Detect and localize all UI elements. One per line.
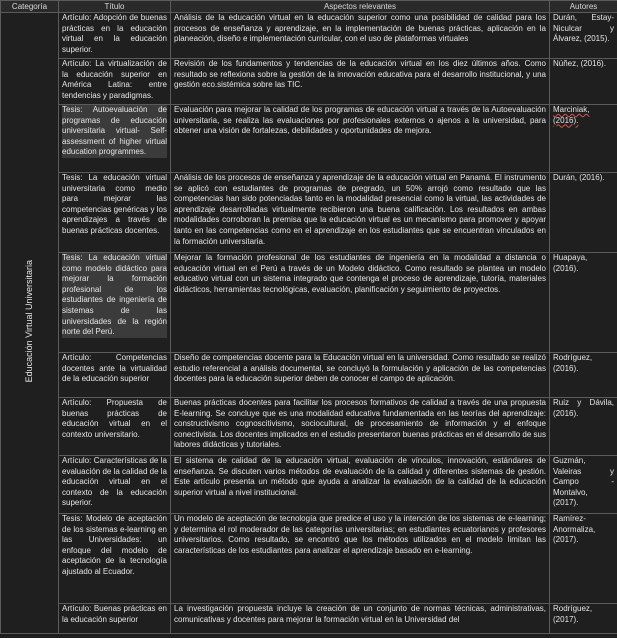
titulo-cell: Tesis: La educación virtual universitaria como medio para mejorar las competencias genéricas y los aprendizajes a través de buenas prácticas docentes. [59,173,171,253]
autores-cell: Durán, Estay-Niculcar y Álvarez, (2015). [550,13,617,59]
titulo-highlight: Tesis: Autoevaluación de programas de educación universitaria virtual- Self-assessment of higher virtual education programmes. [62,105,167,157]
autores-cell: Núñez, (2016). [550,59,617,105]
aspectos-cell: Análisis de la educación virtual en la educación superior como una posibilidad de calidad para los procesos de enseñanza y aprendizaje, en la implementación de buenas prácticas, aplicación en la planeación, diseño e implementación curricular, con el uso de plataformas virtuales [171,13,550,59]
titulo-cell: Artículo: La virtualización de la educación superior en América Latina: entre tendencias y paradigmas. [59,59,171,105]
titulo-cell: Artículo: Propuesta de buenas prácticas de educación virtual en el contexto universitario. [59,398,171,456]
aspectos-cell: Buenas prácticas docentes para facilitar los procesos formativos de calidad a través de una propuesta E-learning. Se concluye que es una modalidad educativa fundamentada en las teorías del aprendizaje: constructivismo cognoscitivismo, sociocultural, de procesamiento de información y el enfoque conectivista. Los docentes implicados en el estudio presentaron buenas prácticas en el desarrollo de sus labores didácticas y tutoriales. [171,398,550,456]
header-titulo: Título [59,1,171,13]
aspectos-cell: El sistema de calidad de la educación virtual, evaluación de vínculos, innovación, estándares de enseñanza. Se discuten varios métodos de evaluación de la calidad y diferentes sistemas de gestión. Este artículo presenta un método que ayuda a analizar la evaluación de la calidad de la educación superior virtual a nivel institucional. [171,456,550,514]
aspectos-cell: Análisis de los procesos de enseñanza y aprendizaje de la educación virtual en Panamá. El instrumento se aplicó con estudiantes de programas de pregrado, un 50% arrojó como resultado que las competencias han sido potenciadas tanto en la modalidad presencial como la virtual, las actividades de aprendizaje desarrolladas virtualmente recibieron una buena calificación. Los resultados en ambas modalidades corroboran la premisa que la educación virtual es un mecanismo para promover y apoyar tanto en las competencias como en el aprendizaje en los estudiantes que se encuentran vinculados en la formación universitaria. [171,173,550,253]
titulo-cell: Artículo: Adopción de buenas prácticas en la educación virtual en la educación superior. [59,13,171,59]
category-cell [1,13,59,634]
titulo-cell: Artículo: Características de la evaluación de la calidad de la educación virtual en el contexto de la educación superior. [59,456,171,514]
aspectos-cell: Un modelo de aceptación de tecnología que predice el uso y la intención de los sistemas de e-learning; y determina el rol moderador de las categorías universitarias; en estudiantes ecuatorianos y profesores universitarios. Como resultado, se encontró que los métodos utilizados en el modelo limitan las características de los estudiantes para analizar el aprendizaje basado en e-learning. [171,514,550,604]
header-categoria: Categoría [1,1,59,13]
titulo-cell: Artículo: Buenas prácticas en la educación superior [59,604,171,634]
autores-text: Ramírez-Anormaliza, (2017). [553,514,596,545]
table-row [1,13,617,59]
autores-text: Marciniak, (2016). [553,105,590,125]
table-row [1,514,617,604]
titulo-cell: Artículo: Competencias docentes ante la virtualidad de la educación superior [59,353,171,398]
table-row [1,398,617,456]
aspectos-cell: Evaluación para mejorar la calidad de los programas de educación virtual a través de la Autoevaluación universitaria, se realiza las evaluaciones por profesionales externos o ajenos a la universidad, para obtener una visión de fortalezas, debilidades y oportunidades de mejora. [171,105,550,173]
titulo-highlight: Tesis: La educación virtual como modelo didáctico para mejorar la formación profesional de los estudiantes de ingeniería de sistemas de las universidades de la región norte del Perú. [62,253,167,337]
aspectos-cell: Mejorar la formación profesional de los estudiantes de ingeniería en la modalidad a distancia o educación virtual en el Perú a través de un Modelo didáctico. Como resultado se plantea un modelo educativo virtual con un sistema integrado que contenga el proceso de aprendizaje, tutoría, materiales didácticos, herramientas tecnológicas, evaluación, planificación y seguimiento de proyectos. [171,253,550,353]
aspectos-cell: La investigación propuesta incluye la creación de un conjunto de normas técnicas, administrativas, comunicativas y docentes para mejorar la formación virtual en la Universidad del [171,604,550,634]
autores-cell [550,105,617,173]
autores-cell: Huapaya, (2016). [550,253,617,353]
table-row [1,105,617,173]
titulo-cell [59,253,171,353]
autores-cell: Durán, (2016). [550,173,617,253]
table-row [1,253,617,353]
autores-cell: Rodríguez, (2016). [550,353,617,398]
table-row [1,604,617,634]
header-autores: Autores [550,1,617,13]
titulo-cell [59,105,171,173]
titulo-cell: Tesis: Modelo de aceptación de los sistemas e-learning en las Universidades: un enfoque del modelo de aceptación de la tecnología ajustado al Ecuador. [59,514,171,604]
table-row [1,59,617,105]
autores-cell: Rodríguez, (2017). [550,604,617,634]
autores-cell: Ruiz y Dávila, (2016). [550,398,617,456]
aspectos-cell: Diseño de competencias docente para la Educación virtual en la universidad. Como resultado se realizó estudio referencial a análisis documental, se concluyó la formulación y aplicación de las competencias docentes para la educación superior deben de conocer el campo de aplicación. [171,353,550,398]
autores-cell [550,456,617,514]
table-row [1,456,617,514]
aspectos-cell: Revisión de los fundamentos y tendencias de la educación virtual en los diez últimos años. Como resultado se reflexiona sobre la gestión de la innovación educativa para el desarrollo institucional, y una gestión eco.sistémica sobre las TIC. [171,59,550,105]
autores-cell [550,514,617,604]
autores-text: Guzmán, Valeiras y Campo - Montalvo, (2017). [553,456,614,508]
category-label: Educación Virtual Universitaria [24,260,35,383]
table-row [1,173,617,253]
header-row [1,1,617,13]
table-row [1,353,617,398]
header-aspectos: Aspectos relevantes [171,1,550,13]
